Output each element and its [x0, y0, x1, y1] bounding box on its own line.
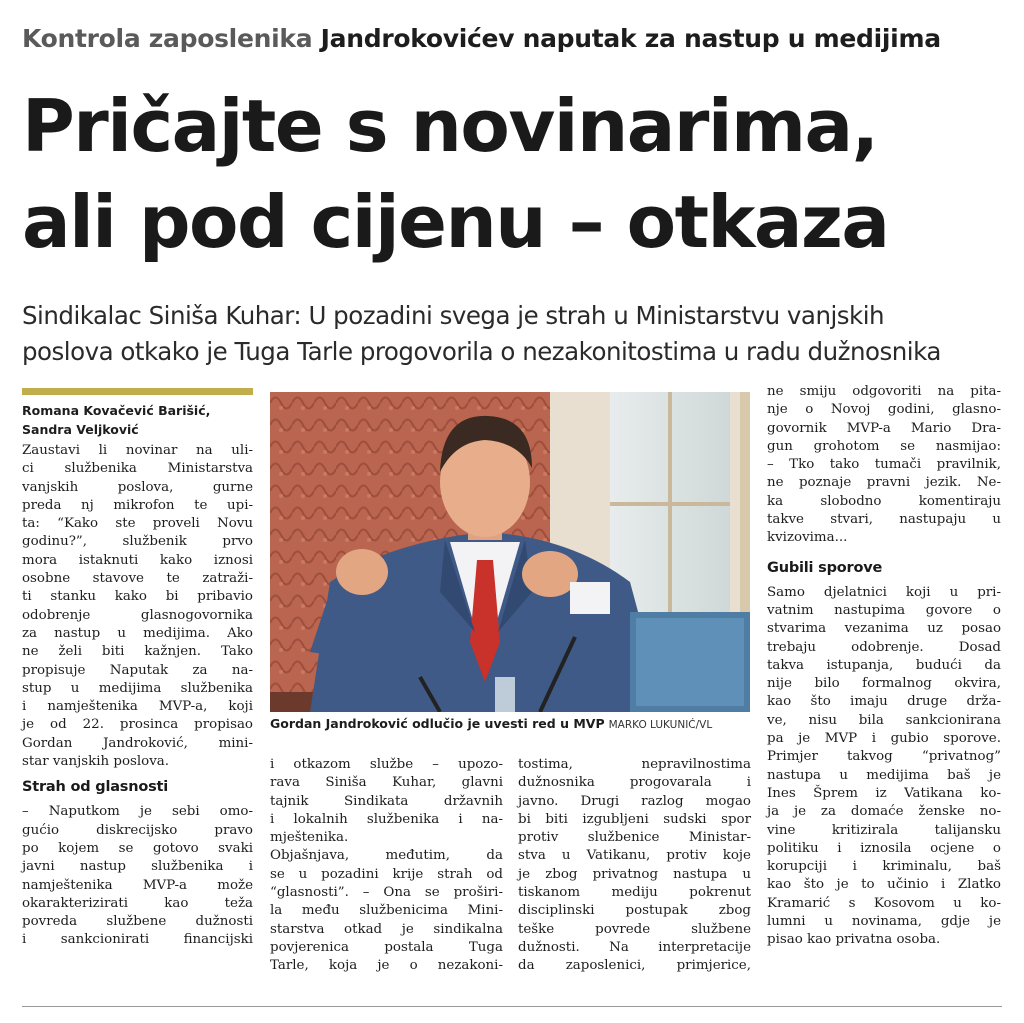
text-line: ne želi biti kažnjen. Tako [22, 644, 253, 660]
text-line: tajnik Sindikata državnih [270, 793, 503, 809]
text-line: takva istupanja, budući da [767, 657, 1001, 673]
text-line: gun grohotom se nasmijao: [767, 438, 1001, 454]
text-line: lumni u novinama, gdje je [767, 914, 1001, 930]
text-line: Ines Šprem iz Vatikana ko- [767, 785, 1001, 801]
text-line: pisao kao privatna osoba. [767, 932, 941, 948]
text-line: Kramarić s Kosovom u ko- [767, 895, 1001, 911]
photo-caption [270, 716, 750, 731]
text-line: vatnim nastupima govore o [767, 602, 1001, 618]
article-column-2 [270, 756, 503, 976]
text-line: la među službenicima Mini- [270, 903, 503, 919]
text-line: tostima, nepravilnostima [518, 757, 751, 772]
text-line: ti stanku kako bi pribavio [22, 589, 253, 605]
article-column-4 [767, 383, 1001, 950]
text-line: preda nj mikrofon te upi- [22, 497, 253, 513]
text-line: nije bilo formalnog okvira, [767, 676, 1001, 692]
text-line: povjerenica postala Tuga [270, 939, 503, 955]
text-line: mora istaknuti kako iznosi [22, 552, 253, 568]
text-line: kvizovima... [767, 530, 848, 546]
column-1-paragraph-2 [22, 803, 253, 949]
subheadline [22, 298, 1012, 370]
text-line: po kojem se gotovo svaki [22, 840, 253, 856]
text-line: i sankcionirati financijski [22, 932, 253, 948]
text-line: – Tko tako tumači pravilnik, [767, 457, 1001, 473]
photo-illustration [270, 392, 750, 712]
text-line: kao što je to učinio i Zlatko [767, 877, 1001, 893]
text-line: javni nastup službenika i [22, 859, 253, 875]
text-line: javno. Drugi razlog mogao [518, 793, 751, 809]
photo-caption-text: Gordan Jandroković odlučio je uvesti red u MVP [270, 716, 605, 731]
text-line: trebaju odobrenje. Dosad [767, 639, 1001, 655]
text-line: pa je MVP i gubio sporove. [767, 731, 1001, 747]
text-line: korupciji i kriminalu, baš [767, 859, 1001, 875]
text-line: disciplinski postupak zbog [518, 903, 751, 919]
text-line: nastupa u medijima baš je [767, 767, 1001, 783]
text-line: i lokalnih službenika i na- [270, 811, 503, 827]
text-line: osobne stavove te zatraži- [22, 571, 253, 587]
text-line: je zbog privatnog nastupa u [518, 866, 751, 882]
text-line: ka slobodno komentiraju [767, 493, 1001, 509]
column-1-paragraph-1 [22, 442, 253, 771]
section-heading-strah: Strah od glasnosti [22, 779, 169, 796]
text-line: Samo djelatnici koji u pri- [767, 584, 1001, 600]
headline-line-1: Pričajte s novinarima, [22, 84, 878, 168]
column-4-paragraph-2 [767, 584, 1001, 950]
byline-accent-bar [22, 388, 253, 395]
text-line: i namještenika MVP-a, koji [22, 699, 253, 715]
column-3-paragraph [518, 756, 751, 976]
article-photo [270, 392, 750, 712]
headline-line-2: ali pod cijenu – otkaza [22, 180, 889, 264]
text-line: je od 22. prosinca propisao [22, 717, 253, 733]
subheadline-line-1: Sindikalac Siniša Kuhar: U pozadini svega je strah u Ministarstvu vanjskih [22, 301, 885, 330]
subheadline-line-2: poslova otkako je Tuga Tarle progovorila o nezakonitostima u radu dužnosnika [22, 337, 941, 366]
text-line: stvarima vezanima uz posao [767, 621, 1001, 637]
text-line: Primjer takvog “privatnog” [767, 749, 1001, 765]
text-line: rava Siniša Kuhar, glavni [270, 775, 503, 791]
text-line: star vanjskih poslova. [22, 754, 170, 770]
text-line: kao što imaju druge drža- [767, 694, 1001, 710]
text-line: tiskanom mediju pokrenut [518, 885, 751, 901]
column-4-paragraph-1 [767, 383, 1001, 548]
text-line: Objašnjava, međutim, da [270, 848, 503, 864]
text-line: ja je za domaće ženske no- [767, 804, 1001, 820]
kicker-section: Kontrola zaposlenika [22, 24, 313, 53]
section-heading-gubili: Gubili sporove [767, 559, 883, 576]
text-line: mještenika. [270, 830, 349, 846]
kicker-topic: Jandrokovićev naputak za nastup u medijima [320, 24, 941, 53]
text-line: propisuje Naputak za na- [22, 662, 253, 678]
headline [22, 78, 1012, 270]
text-line: ci službenika Ministarstva [22, 461, 253, 477]
text-line: ta: “Kako ste proveli Novu [22, 516, 253, 532]
text-line: vine kritizirala talijansku [767, 822, 1001, 838]
text-line: govornik MVP-a Mario Dra- [767, 420, 1001, 436]
text-line: Zaustavi li novinar na uli- [22, 443, 253, 458]
text-line: stup u medijima službenika [22, 680, 253, 696]
text-line: – Naputkom je sebi omo- [22, 804, 253, 820]
text-line: bi biti izgubljeni sudski spor [518, 811, 751, 827]
text-line: Tarle, koja je o nezakoni- [270, 958, 503, 974]
text-line: politiku i iznosila ocjene o [767, 840, 1001, 856]
byline-author-1: Romana Kovačević Barišić, [22, 403, 211, 418]
text-line: ne smiju odgovoriti na pita- [767, 384, 1001, 399]
text-line: “glasnosti”. – Ona se proširi- [270, 885, 503, 901]
photo-credit: MARKO LUKUNIĆ/VL [608, 719, 713, 731]
text-line: da zaposlenici, primjerice, [518, 958, 751, 974]
text-line: protiv službenice Ministar- [518, 830, 751, 846]
text-line: povreda službene dužnosti [22, 914, 253, 930]
text-line: se u pozadini krije strah od [270, 866, 503, 882]
text-line: teške povrede službene [518, 921, 751, 937]
article-column-3 [518, 756, 751, 976]
text-line: za nastup u medijima. Ako [22, 625, 253, 641]
kicker [22, 24, 1012, 53]
text-line: ve, nisu bila sankcionirana [767, 712, 1001, 728]
text-line: i otkazom službe – upozo- [270, 757, 503, 772]
text-line: Gordan Jandroković, mini- [22, 735, 253, 751]
text-line: nje o Novoj godini, glasno- [767, 402, 1001, 418]
bottom-rule [22, 1006, 1002, 1007]
text-line: dužnosti. Na interpretacije [518, 939, 751, 955]
article-column-1 [22, 442, 253, 950]
byline [22, 401, 253, 439]
text-line: stva u Vatikanu, protiv koje [518, 848, 751, 864]
text-line: gućio diskrecijsko pravo [22, 822, 253, 838]
byline-author-2: Sandra Veljković [22, 422, 139, 437]
text-line: okarakterizirati kao teža [22, 895, 253, 911]
column-2-paragraph [270, 756, 503, 976]
text-line: ne poznaje pravni jezik. Ne- [767, 475, 1001, 491]
text-line: vanjskih poslova, gurne [22, 479, 253, 495]
text-line: odobrenje glasnogovornika [22, 607, 253, 623]
text-line: godinu?”, službenik prvo [22, 534, 253, 550]
text-line: namještenika MVP-a može [22, 877, 253, 893]
text-line: takve stvari, nastupaju u [767, 512, 1001, 528]
text-line: starstva otkad je sindikalna [270, 921, 503, 937]
text-line: dužnosnika progovarala i [518, 775, 751, 791]
